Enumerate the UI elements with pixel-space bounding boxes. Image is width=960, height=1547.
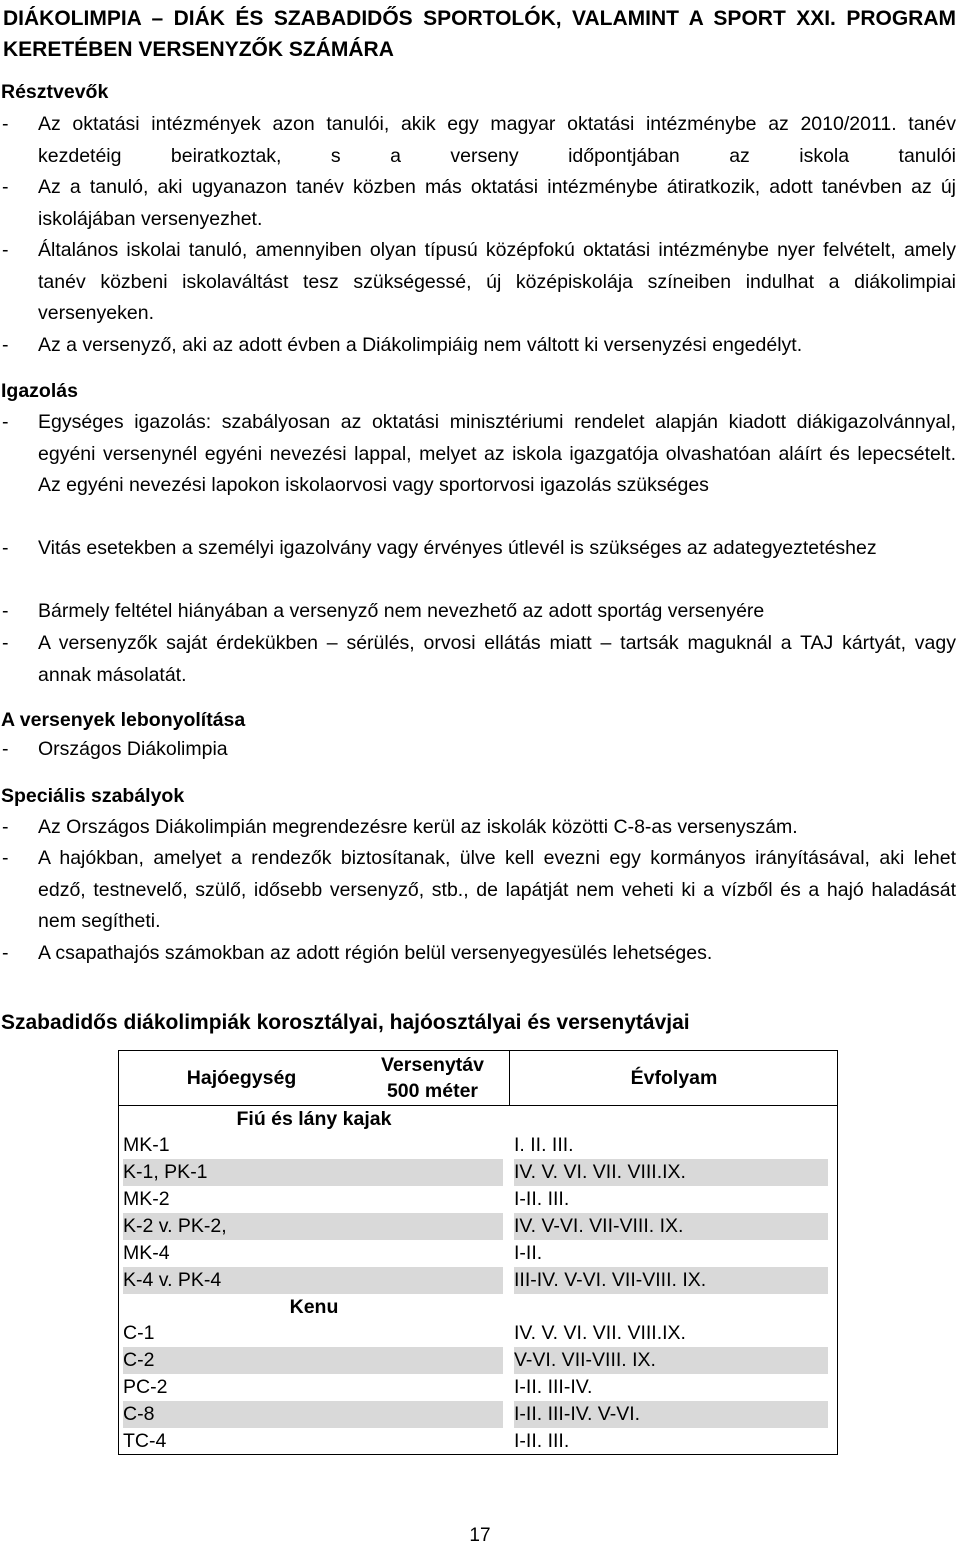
cell-boat: MK-2 [123, 1188, 170, 1210]
cell-grade: IV. V-VI. VII-VIII. IX. [514, 1213, 828, 1240]
certification-heading: Igazolás [1, 380, 78, 402]
bullet-dash: - [2, 537, 9, 559]
list-item [1, 172, 956, 235]
list-item [1, 330, 956, 362]
table-row [119, 1186, 837, 1213]
table-row [119, 1428, 837, 1455]
bullet-dash: - [2, 176, 9, 198]
bullet-dash: - [2, 816, 9, 838]
list-item [1, 596, 956, 628]
table-row [119, 1374, 837, 1401]
group-label-canoe: Kenu [289, 1296, 339, 1318]
table-section-heading: Szabadidős diákolimpiák korosztályai, hajóosztályai és versenytávjai [1, 1011, 690, 1034]
bullet-dash: - [2, 113, 9, 135]
list-item-text: A csapathajós számokban az adott régión belül versenyegyesülés lehetséges. [38, 942, 713, 964]
list-item-text: Általános iskolai tanuló, amennyiben olyan típusú középfokú oktatási intézménybe nyer felvételt, amely tanév közbeni iskolaváltást tesz szükségessé, új középiskolája színeiben indulhat a diákolimpiai versenyeken. [38, 239, 956, 324]
list-item [1, 407, 956, 502]
list-item-text: Az a tanuló, aki ugyanazon tanév közben más oktatási intézménybe átiratkozik, adott tanévben az új iskolájában versenyezhet. [38, 176, 956, 230]
list-item-text: Vitás esetekben a személyi igazolvány vagy érvényes útlevél is szükséges az adategyeztetéshez [38, 537, 877, 559]
cell-grade: I-II. III. [514, 1430, 570, 1452]
bullet-dash: - [2, 411, 9, 433]
column-header-grade: Évfolyam [630, 1067, 718, 1089]
cell-boat: MK-1 [123, 1134, 170, 1156]
list-item-text: A hajókban, amelyet a rendezők biztosítanak, ülve kell evezni egy kormányos irányításával, aki lehet edző, testnevelő, szülő, idősebb versenyző, stb., de lapátját nem veheti ki a vízből és a hajó haladását nem segítheti. [38, 847, 956, 932]
cell-boat: C-8 [123, 1401, 503, 1428]
list-item [1, 734, 956, 766]
cell-grade: I-II. III-IV. V-VI. [514, 1401, 828, 1428]
cell-boat: K-1, PK-1 [123, 1159, 503, 1186]
page-title: DIÁKOLIMPIA – DIÁK ÉS SZABADIDŐS SPORTOLÓK, VALAMINT A SPORT XXI. PROGRAM KERETÉBEN VERSENYZŐK SZÁMÁRA [3, 7, 956, 61]
cell-boat: C-2 [123, 1347, 503, 1374]
list-item-text: Bármely feltétel hiányában a versenyző nem nevezhető az adott sportág versenyére [38, 600, 765, 622]
bullet-dash: - [2, 239, 9, 261]
header-column-divider [509, 1051, 510, 1105]
cell-boat: MK-4 [123, 1242, 170, 1264]
list-item-text: Az a versenyző, aki az adott évben a Diákolimpiáig nem váltott ki versenyzési engedélyt. [38, 334, 803, 356]
table-row [119, 1159, 837, 1186]
special-rules-heading: Speciális szabályok [1, 785, 185, 807]
bullet-dash: - [2, 600, 9, 622]
cell-boat: K-2 v. PK-2, [123, 1213, 503, 1240]
cell-grade: I. II. III. [514, 1134, 574, 1156]
list-item-text: A versenyzők saját érdekükben – sérülés, orvosi ellátás miatt – tartsák maguknál a TAJ kártyát, vagy annak másolatát. [38, 632, 956, 686]
list-item-text: Egységes igazolás: szabályosan az oktatási minisztériumi rendelet alapján kiadott diákigazolvánnyal, egyéni versenynél egyéni nevezési lappal, melyet az iskola igazgatója olvashatóan aláírt és lepecsételt. Az egyéni nevezési lapokon iskolaorvosi vagy sportorvosi igazolás szükséges [38, 411, 956, 496]
organization-heading: A versenyek lebonyolítása [1, 709, 246, 731]
list-item [1, 812, 956, 844]
column-header-distance-line1: Versenytáv [381, 1054, 484, 1076]
table-row [119, 1132, 837, 1159]
bullet-dash: - [2, 334, 9, 356]
cell-boat: C-1 [123, 1322, 155, 1344]
bullet-dash: - [2, 942, 9, 964]
list-item [1, 628, 956, 691]
table-row [119, 1401, 837, 1428]
list-item [1, 109, 956, 172]
cell-grade: I-II. III-IV. [514, 1376, 593, 1398]
table-row [119, 1213, 837, 1240]
list-item [1, 235, 956, 330]
list-item-text: Az Országos Diákolimpián megrendezésre kerül az iskolák közötti C-8-as versenyszám. [38, 816, 798, 838]
list-item-text: Az oktatási intézmények azon tanulói, akik egy magyar oktatási intézménybe az 2010/2011. tanév kezdetéig beiratkoztak, s a verseny időpontjában az iskola tanulói [38, 113, 956, 167]
cell-boat: PC-2 [123, 1376, 168, 1398]
column-header-distance-line2: 500 méter [386, 1080, 479, 1102]
column-header-boat: Hajóegység [186, 1067, 297, 1089]
cell-grade: IV. V. VI. VII. VIII.IX. [514, 1159, 828, 1186]
list-item [1, 843, 956, 938]
cell-grade: IV. V. VI. VII. VIII.IX. [514, 1322, 686, 1344]
bullet-dash: - [2, 632, 9, 654]
list-item [1, 938, 956, 970]
table-row [119, 1347, 837, 1374]
cell-grade: I-II. III. [514, 1188, 570, 1210]
bullet-dash: - [2, 738, 9, 760]
list-item-text: Országos Diákolimpia [38, 738, 228, 760]
table-header [119, 1051, 837, 1105]
age-group-table [118, 1050, 838, 1455]
cell-grade: I-II. [514, 1242, 543, 1264]
bullet-dash: - [2, 847, 9, 869]
cell-grade: V-VI. VII-VIII. IX. [514, 1347, 828, 1374]
cell-grade: III-IV. V-VI. VII-VIII. IX. [514, 1267, 828, 1294]
group-label-kayak: Fiú és lány kajak [236, 1108, 392, 1130]
page-number: 17 [469, 1525, 491, 1546]
table-row [119, 1240, 837, 1267]
list-item [1, 533, 956, 565]
table-row [119, 1320, 837, 1347]
table-row [119, 1267, 837, 1294]
participants-heading: Résztvevők [1, 81, 109, 103]
cell-boat: TC-4 [123, 1430, 167, 1452]
cell-boat: K-4 v. PK-4 [123, 1267, 503, 1294]
